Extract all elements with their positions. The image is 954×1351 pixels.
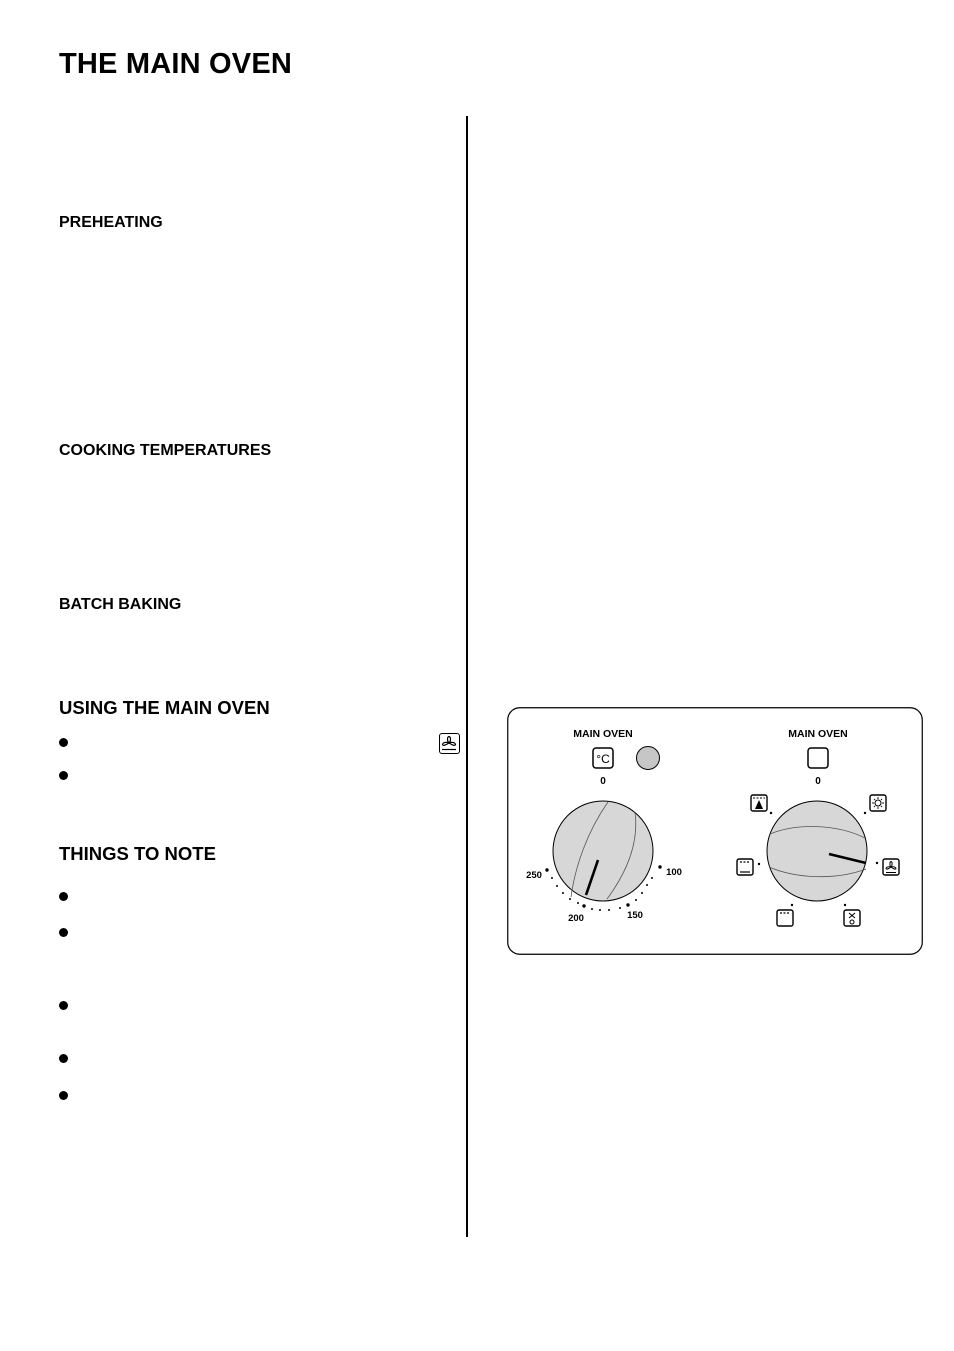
oven-control-panel-illustration <box>507 707 923 955</box>
function-indicator-icon <box>808 748 828 768</box>
bullet-point <box>59 1091 68 1100</box>
top-bottom-heat-icon <box>737 859 753 875</box>
heading-using-main-oven: USING THE MAIN OVEN <box>59 697 270 718</box>
bullet-point <box>59 738 68 747</box>
temp-label-150: 150 <box>627 910 643 921</box>
bullet-point <box>59 928 68 937</box>
oven-indicator-light <box>637 747 660 770</box>
temp-label-200: 200 <box>568 913 584 924</box>
oven-light-icon <box>870 795 886 811</box>
svg-text:°C: °C <box>596 752 610 766</box>
bullet-point <box>59 1054 68 1063</box>
celsius-icon <box>593 748 613 768</box>
bullet-point <box>59 771 68 780</box>
fan-icon <box>883 859 899 875</box>
heading-preheating: PREHEATING <box>59 214 163 231</box>
temperature-knob <box>553 801 653 901</box>
column-divider <box>466 116 468 1237</box>
heading-batch-baking: BATCH BAKING <box>59 596 182 613</box>
bullet-point <box>59 1001 68 1010</box>
defrost-icon <box>844 910 860 926</box>
temp-label-250: 250 <box>526 870 542 881</box>
temp-label-100: 100 <box>666 867 682 878</box>
temp-zero-mark: 0 <box>600 776 606 787</box>
page-title: THE MAIN OVEN <box>59 48 292 80</box>
function-knob-label: MAIN OVEN <box>788 728 848 740</box>
temp-knob-label: MAIN OVEN <box>573 728 633 740</box>
bottom-heat-icon <box>777 910 793 926</box>
bullet-point <box>59 892 68 901</box>
function-knob <box>767 801 867 901</box>
grill-icon <box>751 795 767 811</box>
function-zero-mark: 0 <box>815 776 821 787</box>
heading-cooking-temperatures: COOKING TEMPERATURES <box>59 442 272 459</box>
heading-things-to-note: THINGS TO NOTE <box>59 843 216 864</box>
fan-oven-icon <box>439 733 460 754</box>
